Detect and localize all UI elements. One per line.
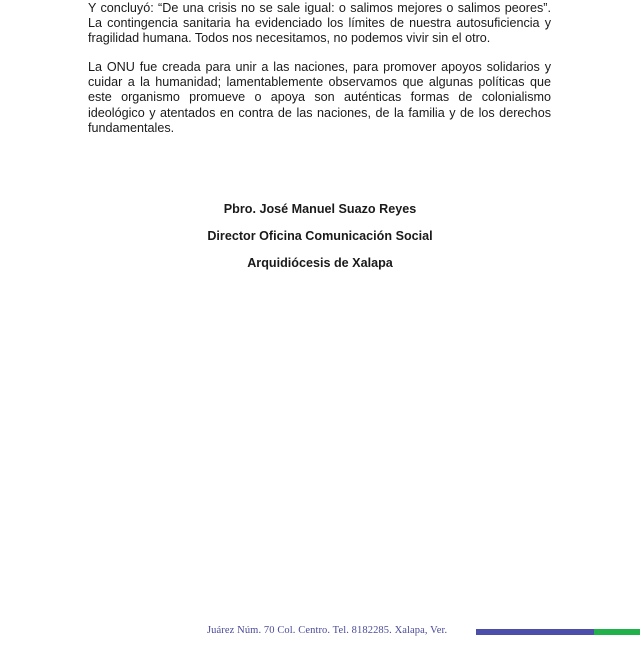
signature-organization: Arquidiócesis de Xalapa [247, 256, 393, 270]
footer-bar-green [594, 629, 640, 635]
paragraph-onu: La ONU fue creada para unir a las naciones, para promover apoyos solidarios y cuidar a la humanidad; lamentablemente observamos que algunas políticas que este organismo promueve o apoya son auténticas formas de colonialismo ideológico y atentados en contra de las naciones, de la familia y de los derechos fundamentales. [88, 60, 551, 135]
footer-bar-purple [476, 629, 594, 635]
paragraph-conclusion: Y concluyó: “De una crisis no se sale igual: o salimos mejores o salimos peores”. La contingencia sanitaria ha evidenciado los límites de nuestra autosuficiencia y fragilidad humana. Todos nos necesitamos, no podemos vivir sin el otro. [88, 1, 551, 46]
footer-address: Juárez Núm. 70 Col. Centro. Tel. 8182285. Xalapa, Ver. [207, 625, 448, 636]
signature-name: Pbro. José Manuel Suazo Reyes [223, 202, 417, 216]
signature-title: Director Oficina Comunicación Social [207, 229, 433, 243]
